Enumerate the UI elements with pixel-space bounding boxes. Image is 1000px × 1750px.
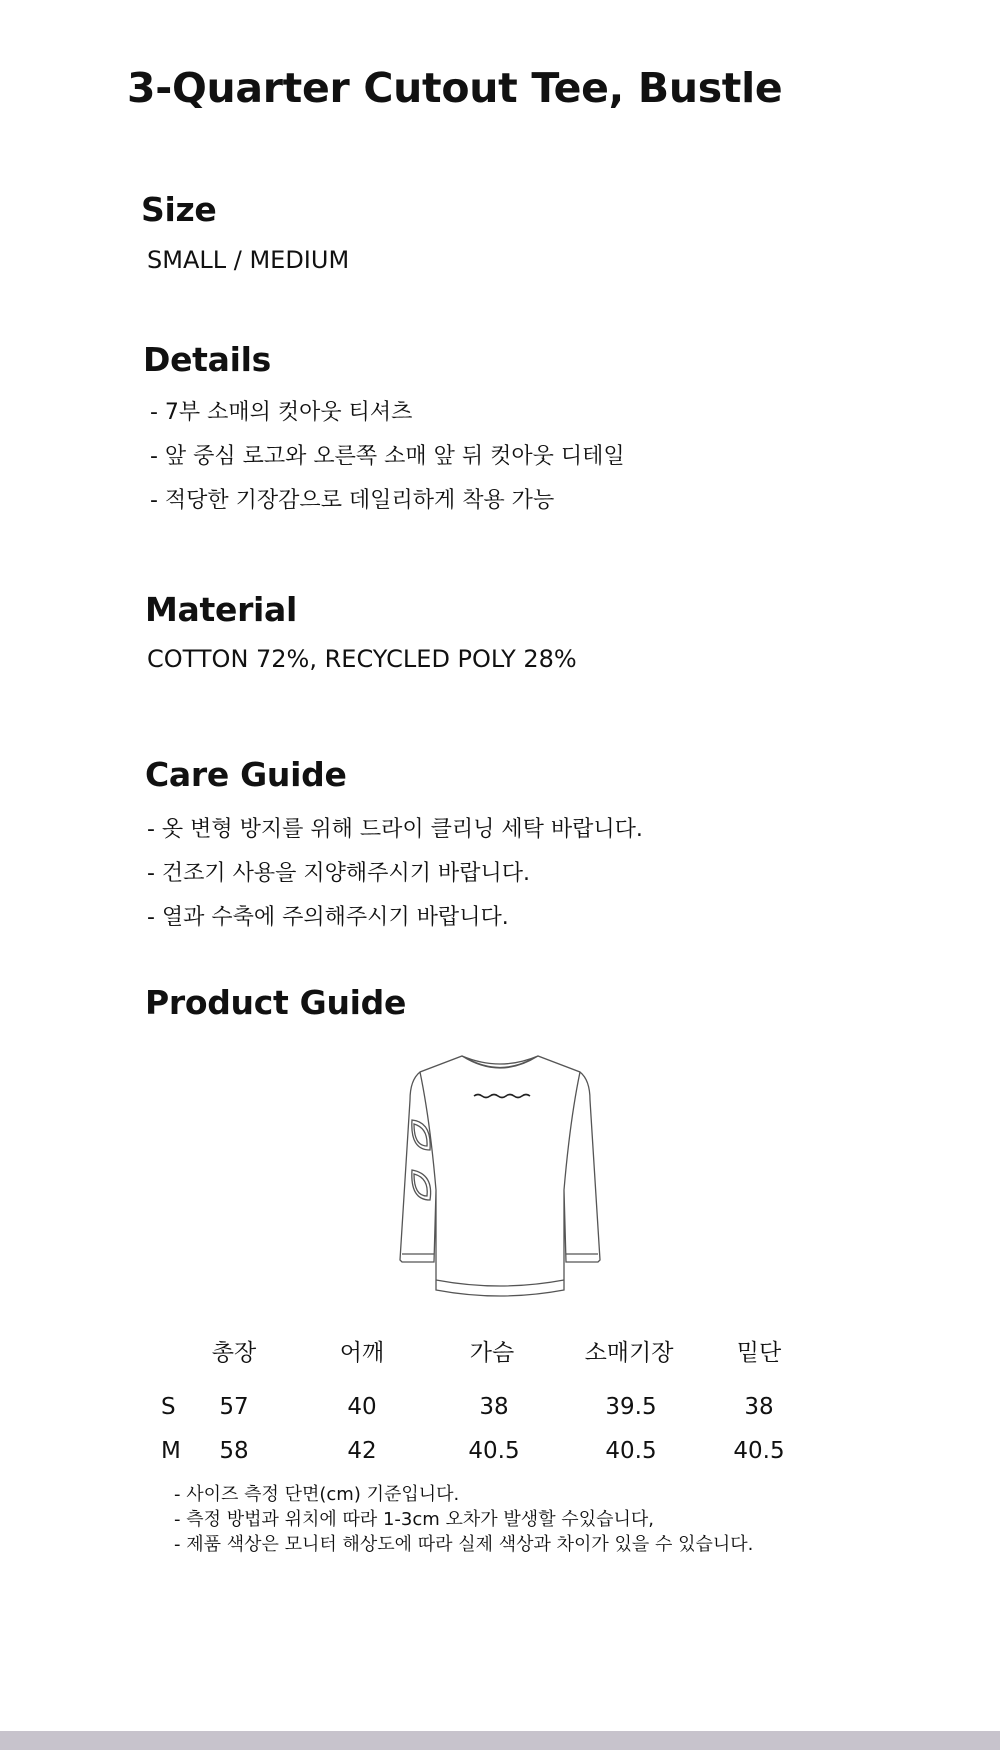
size-table-cell: 38 — [479, 1394, 509, 1420]
size-note: - 사이즈 측정 단면(cm) 기준입니다. — [174, 1484, 460, 1505]
page-title: 3-Quarter Cutout Tee, Bustle — [127, 64, 783, 112]
size-note: - 제품 색상은 모니터 해상도에 따라 실제 색상과 차이가 있을 수 있습니다. — [174, 1534, 754, 1555]
product-guide-heading: Product Guide — [145, 983, 407, 1022]
material-heading: Material — [145, 590, 298, 629]
size-table-header: 어깨 — [339, 1340, 385, 1366]
size-table-cell: 58 — [219, 1438, 249, 1464]
footer-bar — [0, 1731, 1000, 1750]
details-heading: Details — [143, 340, 271, 379]
size-table-header: 총장 — [211, 1340, 257, 1366]
size-row-label: M — [161, 1438, 181, 1464]
size-table-header: 밑단 — [736, 1340, 782, 1366]
size-table-cell: 38 — [744, 1394, 774, 1420]
long-sleeve-tee-icon — [390, 1050, 610, 1300]
size-heading: Size — [141, 190, 217, 229]
details-item: - 앞 중심 로고와 오른쪽 소매 앞 뒤 컷아웃 디테일 — [150, 444, 625, 469]
size-table-cell: 42 — [347, 1438, 377, 1464]
size-note: - 측정 방법과 위치에 따라 1-3cm 오차가 발생할 수있습니다, — [174, 1509, 654, 1530]
care-heading: Care Guide — [145, 755, 347, 794]
size-row-label: S — [161, 1394, 176, 1420]
details-item: - 7부 소매의 컷아웃 티셔츠 — [150, 400, 413, 425]
size-table-cell: 40.5 — [468, 1438, 520, 1464]
size-table-cell: 40 — [347, 1394, 377, 1420]
details-item: - 적당한 기장감으로 데일리하게 착용 가능 — [150, 488, 555, 513]
care-item: - 옷 변형 방지를 위해 드라이 클리닝 세탁 바랍니다. — [147, 817, 643, 842]
size-value: SMALL / MEDIUM — [147, 246, 350, 274]
care-item: - 열과 수축에 주의해주시기 바랍니다. — [147, 905, 509, 930]
size-table-cell: 39.5 — [605, 1394, 657, 1420]
material-value: COTTON 72%, RECYCLED POLY 28% — [147, 645, 577, 673]
size-table-cell: 40.5 — [605, 1438, 657, 1464]
size-table-header: 소매기장 — [584, 1340, 674, 1366]
size-table-cell: 57 — [219, 1394, 249, 1420]
size-table-header: 가슴 — [469, 1340, 515, 1366]
care-item: - 건조기 사용을 지양해주시기 바랍니다. — [147, 861, 530, 886]
size-table-cell: 40.5 — [733, 1438, 785, 1464]
